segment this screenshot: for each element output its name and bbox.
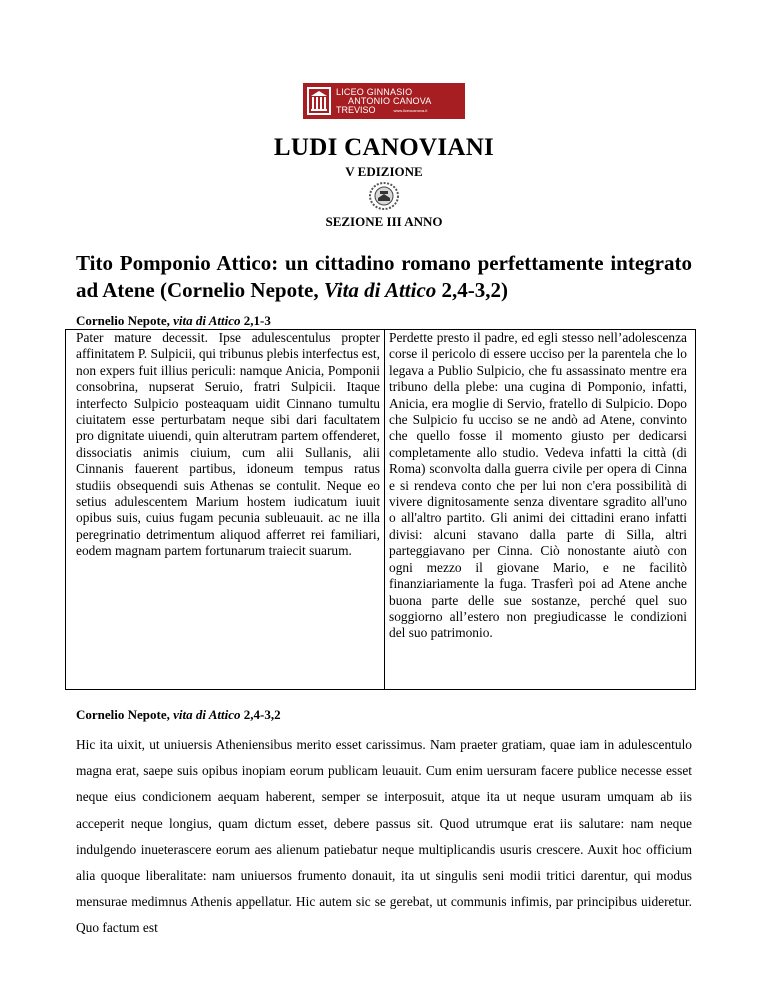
logo-line-3: TREVISO [336, 104, 376, 115]
source-citation-1 [76, 313, 271, 329]
edition-label: V EDIZIONE [345, 164, 423, 179]
main-heading-part-2: 2,4-3,2) [436, 278, 509, 302]
source-1-work: vita di Attico [173, 313, 241, 328]
page-title: LUDI CANOVIANI [273, 134, 495, 161]
translation-table [65, 329, 696, 690]
latin-text: Pater mature decessit. Ipse adulescentulus propter affinitatem P. Sulpicii, qui tribunus plebis interfectus est, non expers fuit illius periculi: namque Anicia, Pomponii consobrina, nupserat Seruio, fratri Sulpicii. Itaque interfecto Sulpicio posteaquam uidit Cinnano tumultu ciuitatem esse perturbatam neque sibi dari facultatem pro dignitate uiuendi, quin alterutram partem offenderet, dissociatis animis ciuium, cum alii Sullanis, alii Cinnanis fauerent partibus, idoneum tempus ratus studiis obsequendi suis Athenas se contulit. Neque eo setius adulescentem Marium hostem iudicatum iuuit opibus suis, cuius fugam pecunia subleuauit. ac ne illa peregrinatio detrimentum aliquod afferret rei familiari, eodem magnam partem fortunarum traiecit suarum. [66, 330, 385, 689]
school-logo [303, 83, 465, 119]
source-2-author: Cornelio Nepote, [76, 707, 174, 722]
main-heading-part-1: Tito Pomponio Attico: un cittadino romano perfettamente integrato ad Atene (Cornelio Nepote, [76, 251, 692, 302]
main-heading-work: Vita di Attico [323, 278, 437, 302]
logo-url: www.liceocanova.it [393, 107, 428, 113]
seal-icon [367, 181, 401, 211]
source-1-ref: 2,1-3 [240, 313, 271, 328]
latin-body-text: Hic ita uixit, ut uniuersis Atheniensibus merito esset carissimus. Nam praeter gratiam, quae iam in adulescentulo magna erat, saepe suis opibus inopiam eorum publicam leuauit. Cum enim uersuram facere publice necesse esset neque eius condicionem aequam haberent, semper se interposuit, atque ita ut neque usuram umquam ab iis acceperit neque longius, quam dictum esset, debere passus sit. Quod utrumque erat iis salutare: nam neque indulgendo inueterascere eorum aes alienum patiebatur neque multiplicandis usuris crescere. Auxit hoc officium alia quoque liberalitate: nam uniuersos frumento donauit, ita ut singulis seni modii tritici darentur, qui modus mensurae medimnus Athenis appellatur. Hic autem sic se gerebat, ut communis infimis, par principibus uideretur. Quo factum est [76, 737, 692, 936]
source-2-ref: 2,4-3,2 [240, 707, 281, 722]
section-label: SEZIONE III ANNO [325, 214, 443, 229]
logo-line-2: ANTONIO CANOVA [348, 95, 432, 106]
school-emblem-icon [307, 87, 331, 115]
italian-translation: Perdette presto il padre, ed egli stesso nell’adolescenza corse il pericolo di essere ucciso per la parentela che lo legava a Publio Sulpicio, che fu assassinato mentre era tribuno della plebe: una cugina di Pomponio, infatti, Anicia, era moglie di Servio, fratello di Sulpicio. Dopo che Sulpicio fu ucciso se ne andò ad Atene, convinto che quello fosse il momento giusto per dedicarsi completamente allo studio. Vedeva infatti la città (di Roma) sconvolta dalla guerra civile per opera di Cinna e si rendeva conto che per lui non c'era possibilità di vivere dignitosamente senza diventare sgradito all'uno o all'altro partito. Gli animi dei cittadini erano infatti divisi: alcuni stavano dalla parte di Silla, altri parteggiavano per Cinna. Ciò nonostante aiutò con ogni mezzo il giovane Mario, e ne facilitò finanziariamente la fuga. Trasferì poi ad Atene anche buona parte delle sue sostanze, perché quel suo soggiorno all’estero non pregiudicasse le condizioni del suo patrimonio. [389, 330, 687, 641]
main-heading [76, 250, 692, 304]
source-1-author: Cornelio Nepote, [76, 313, 174, 328]
logo-line-1: LICEO GINNASIO [336, 86, 413, 97]
source-2-work: vita di Attico [173, 707, 241, 722]
source-citation-2 [76, 707, 281, 723]
